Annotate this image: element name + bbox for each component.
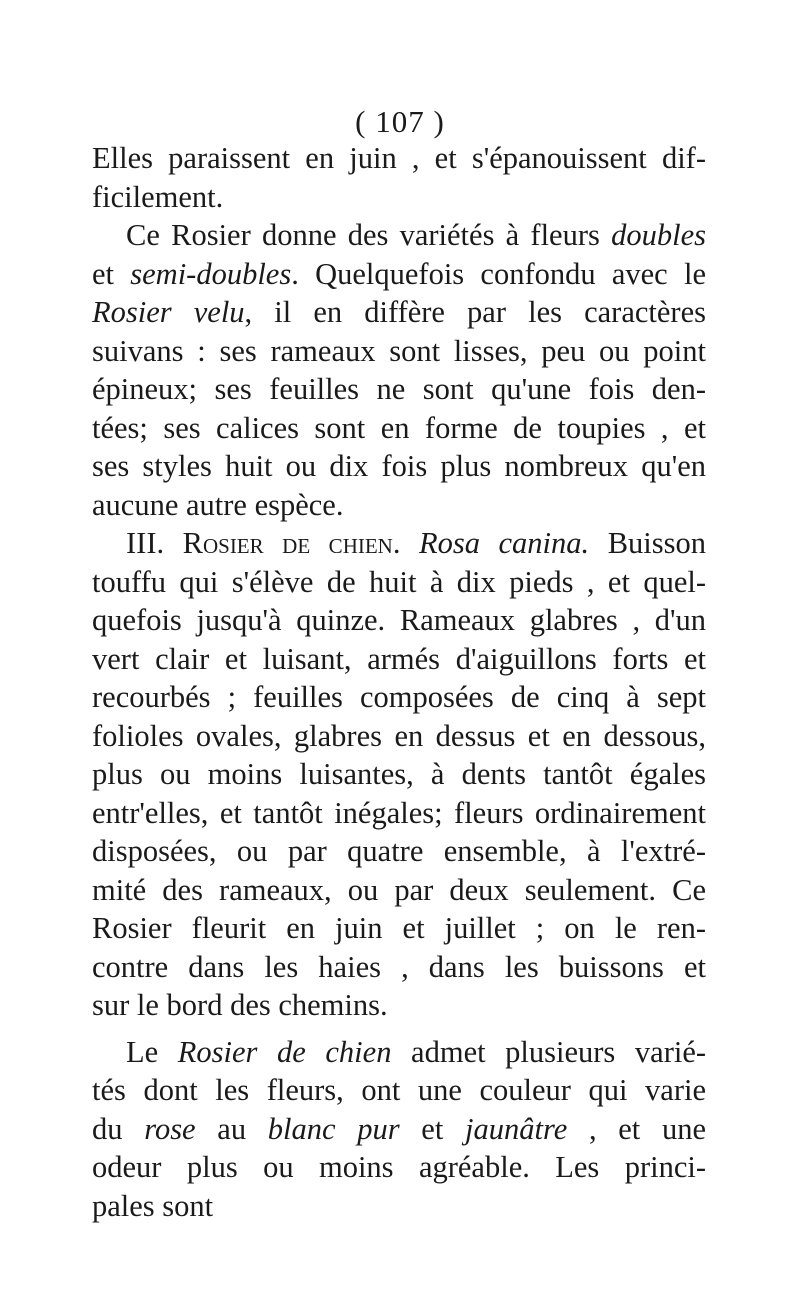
- text-segment: au: [195, 1111, 268, 1146]
- text-segment: Ce Rosier donne des variétés à fleurs: [126, 218, 612, 252]
- italic-text: jaunâtre: [465, 1111, 568, 1146]
- text-segment: Buisson: [589, 526, 707, 560]
- italic-text: Rosier de chien: [177, 1034, 392, 1069]
- text-line: [92, 447, 706, 486]
- italic-text: rose: [144, 1111, 196, 1146]
- text-line: [92, 486, 706, 525]
- page-number: ( 107 ): [355, 104, 445, 139]
- text-line: [92, 640, 706, 679]
- text-line: [92, 755, 706, 794]
- text-segment: quefois jusqu'à quinze. Rameaux glabres , d'un: [92, 603, 706, 637]
- text-segment: Rosier fleurit en juin et juillet ; on le ren-: [92, 911, 706, 945]
- text-segment: tés dont les fleurs, ont une couleur qui varie: [92, 1073, 706, 1107]
- text-line: [92, 1187, 706, 1226]
- text-line: [92, 216, 706, 255]
- italic-text: Rosier velu: [92, 295, 245, 329]
- text-segment: . Quelquefois confondu avec le: [291, 256, 706, 291]
- italic-text: blanc pur: [267, 1111, 400, 1146]
- text-line: [92, 909, 706, 948]
- text-line: [92, 293, 706, 332]
- text-segment: disposées, ou par quatre ensemble, à l'extré-: [92, 834, 706, 868]
- text-segment: [400, 526, 419, 560]
- text-segment: suivans : ses rameaux sont lisses, peu ou point: [92, 333, 706, 368]
- text-line: [92, 255, 706, 294]
- text-line: [92, 370, 706, 409]
- body-text: [92, 139, 706, 1225]
- text-segment: recourbés ; feuilles composées de cinq à sept: [92, 680, 706, 714]
- text-segment: vert clair et luisant, armés d'aiguillons forts et: [92, 641, 706, 676]
- text-segment: Elles paraissent en juin , et s'épanouissent dif-: [92, 141, 706, 175]
- text-line: [92, 678, 706, 717]
- text-segment: et: [399, 1111, 466, 1146]
- text-line: [92, 524, 706, 563]
- text-line: [92, 871, 706, 910]
- text-line: [92, 986, 706, 1025]
- text-line: [92, 717, 706, 756]
- text-line: [92, 1110, 706, 1149]
- text-segment: contre dans les haies , dans les buissons et: [92, 949, 706, 984]
- text-segment: et: [92, 256, 131, 291]
- italic-text: doubles: [611, 218, 706, 252]
- text-segment: tées; ses calices sont en forme de toupies , et: [92, 410, 706, 445]
- text-line: [92, 1033, 706, 1072]
- text-segment: odeur plus ou moins agréable. Les princi-: [92, 1150, 706, 1184]
- text-segment: plus ou moins luisantes, à dents tantôt égales: [92, 757, 706, 791]
- italic-text: Rosa canina.: [419, 526, 590, 560]
- text-segment: , et une: [567, 1111, 706, 1146]
- text-segment: touffu qui s'élève de huit à dix pieds , et quel-: [92, 564, 706, 599]
- text-line: [92, 1071, 706, 1110]
- text-segment: ficilement.: [92, 179, 224, 214]
- text-line: [92, 139, 706, 178]
- text-segment: épineux; ses feuilles ne sont qu'une fois den-: [92, 372, 706, 406]
- text-segment: pales sont: [92, 1188, 214, 1223]
- text-line: [92, 794, 706, 833]
- text-segment: aucune autre espèce.: [92, 487, 344, 522]
- text-segment: ses styles huit ou dix fois plus nombreux qu'en: [92, 449, 706, 483]
- text-segment: du: [92, 1111, 145, 1146]
- text-segment: folioles ovales, glabres en dessus et en dessous,: [92, 718, 706, 753]
- text-segment: mité des rameaux, ou par deux seulement. Ce: [92, 872, 706, 907]
- text-line: [92, 832, 706, 871]
- text-line: [92, 409, 706, 448]
- paragraph-gap: [92, 1025, 706, 1033]
- small-caps-text: Rosier de chien.: [182, 526, 401, 560]
- text-line: [92, 563, 706, 602]
- text-line: [92, 332, 706, 371]
- italic-text: semi-doubles: [130, 256, 292, 291]
- text-segment: admet plusieurs varié-: [391, 1034, 707, 1069]
- text-segment: , il en diffère par les caractères: [244, 295, 706, 329]
- text-segment: sur le bord des chemins.: [92, 988, 388, 1022]
- text-segment: Le: [126, 1034, 178, 1069]
- text-segment: III.: [126, 526, 183, 560]
- text-line: [92, 948, 706, 987]
- text-line: [92, 1148, 706, 1187]
- text-line: [92, 601, 706, 640]
- text-line: [92, 178, 706, 217]
- text-segment: entr'elles, et tantôt inégales; fleurs ordinairement: [92, 795, 706, 830]
